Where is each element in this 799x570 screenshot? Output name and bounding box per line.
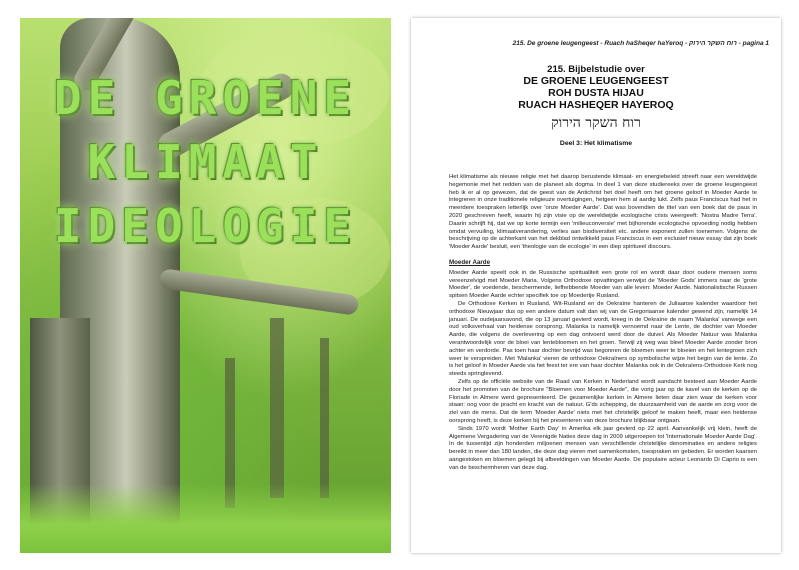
document-page	[411, 18, 781, 553]
paragraph: Moeder Aarde speelt ook in de Russische spiritualiteit een grote rol en wordt daar door oudere mensen soms vereenzelvigd met Moeder Maria. Volgens Orthodoxe opvattingen verwijst de 'Moeder Gods' immers naar de 'grote Moeder', de voedende, beschermende, liefhebbende Moeder van alle leven: Moeder Aarde. Nationalistische Russen spitsen Moeder Aarde echter specifiek toe op Moedertje Rusland.	[449, 269, 757, 300]
hebrew-title: רוח השקר הירוק	[551, 115, 641, 131]
title-line: ROH DUSTA HIJAU	[548, 87, 644, 99]
study-number: 215. Bijbelstudie over	[547, 64, 645, 75]
title-line: RUACH HASHEQER HAYEROQ	[518, 99, 674, 111]
cover-image	[20, 18, 391, 553]
body-text	[449, 174, 757, 472]
title-line: DE GROENE LEUGENGEEST	[523, 75, 669, 87]
section-heading: Moeder Aarde	[449, 258, 491, 266]
part-title: Deel 3: Het klimatisme	[559, 140, 633, 147]
cover-title-line: IDEOLOGIE	[53, 199, 358, 253]
cover-title-line: KLIMAAT	[87, 135, 324, 189]
cover-title-line: DE GROENE	[53, 71, 358, 125]
background-trunk	[320, 338, 329, 498]
background-trunk	[270, 318, 284, 498]
running-head: 215. De groene leugengeest - Ruach haSheqer haYeroq - רוח השקר הירוק - pagina 1	[512, 40, 769, 47]
title-block	[411, 64, 781, 148]
grass	[20, 483, 391, 553]
intro-paragraph: Het klimatisme als nieuwe religie met het daarop berustende klimaat- en energiebeleid streeft naar een wereldwijde hegemonie met het redden van de planeet als dogma. In deel 1 van deze studiereeks over de groene leugengeest heb ik er al op gewezen, dat de geest van de Antichrist het doel heeft om het groene geloof in Moeder Aarde te integreren in onze traditionele religieuze overtuigingen, hetgeen hem al aardig lukt. Zelfs paus Franciscus had het in meerdere toespraken letterlijk over 'onze Moeder Aarde'. Dat was bovendien de titel van een boek dat de paus in 2020 geschreven heeft, waarin hij zijn visie op de wereldwijde ecologische crisis weergeeft: 'Nostra Madre Terra'. Daarin schrijft hij, dat we op korte termijn een 'milieuconversie' met bijhorende ecologische opvoeding nodig hebben omdat vervuiling, klimaatverandering, verlies aan biodiversiteit etc. andere exponent zullen toenemen. Volgens de beschrijving op de achterkant van het dekblad ontwikkeld paus Franciscus in een exclusief nieuw essay dat zijn boek 'Moeder Aarde' besluit, een 'theologie van de ecologie' in een diep spiritueel discours.	[449, 174, 757, 251]
paragraph: De Orthodoxe Kerken in Rusland, Wit-Rusland en de Oekraïne hanteren de Juliaanse kalender waardoor het orthodoxe Nieuwjaar dus op een andere datum valt dan wij van de Gregoriaanse kalender gewend zijn, namelijk 14 januari. De oudejaarsavond, die op 13 januari gevierd wordt, kreeg in de Oekraïne de naam 'Malanka' vanwege een oud volksverhaal van heidense oorsprong. Malanka is namelijk vernoemd naar de Lente, de dochter van Moeder Aarde, die volgens de overlevering op een dag ontvoerd werd door de duivel. Als Moeder Natuur was Malanka verantwoordelijk voor de bloei van lentebloemen en het groen. Terwijl zij weg was bleef Moeder Aarde zonder bron achter en verdorde. Pas toen haar dochter bevrijd was begonnen de bloemen weer te bloeien en het lentegroen zich weer te verspreiden. Met 'Malanka' vieren de orthodoxe Oekraïners op symbolische wijze het begin van de lente. Zo is het geloof in Moeder Aarde via het feest ter ere van haar dochter Malanka ook in de Oekraïens-Orthodoxe Kerk nog steeds springlevend.	[449, 300, 757, 378]
cover-title	[20, 66, 391, 258]
paragraph: Zelfs op de officiële website van de Raad van Kerken in Nederland wordt aandacht besteed aan Moeder Aarde door het promoten van de brochure "Bloemen voor Moeder Aarde", die vorig jaar op de kavel van de kerken op de Floriade in Almere werd gepresenteerd. De gezamenlijke kerken in Almere lieten daar zien waar de kerken voor staan: oog voor de pracht en kracht van de natuur, G'ds schepping, de duurzaamheid van de aarde en zorg voor de ziel van de mens. Dat de term 'Moeder Aarde' niets met het christelijk geloof te maken heeft, maar een heidense oorsprong heeft, is deze kerken bij het presenteren van deze brochure blijkbaar ontgaan.	[449, 378, 757, 424]
paragraph: Sinds 1970 wordt 'Mother Earth Day' in Amerika elk jaar gevierd op 22 april. Aanvankelijk vrij klein, heeft de Algemene Vergadering van de Verenigde Naties deze dag in 2009 uitgeroepen tot 'Internationale Moeder Aarde Dag'. In de tussentijd zijn honderden miljoenen mensen van verschillende christelijke denominaties en andere religies bereikt in meer dan 180 landen, die deze dag vieren met samenkomsten, toespraken en gebeden. Er worden kaarsen aangestoken en bloemen gelegd bij afbeeldingen van Moeder Aarde. De populaire acteur Leonardo Di Caprio is een van de beschermheren van deze dag.	[449, 425, 757, 471]
